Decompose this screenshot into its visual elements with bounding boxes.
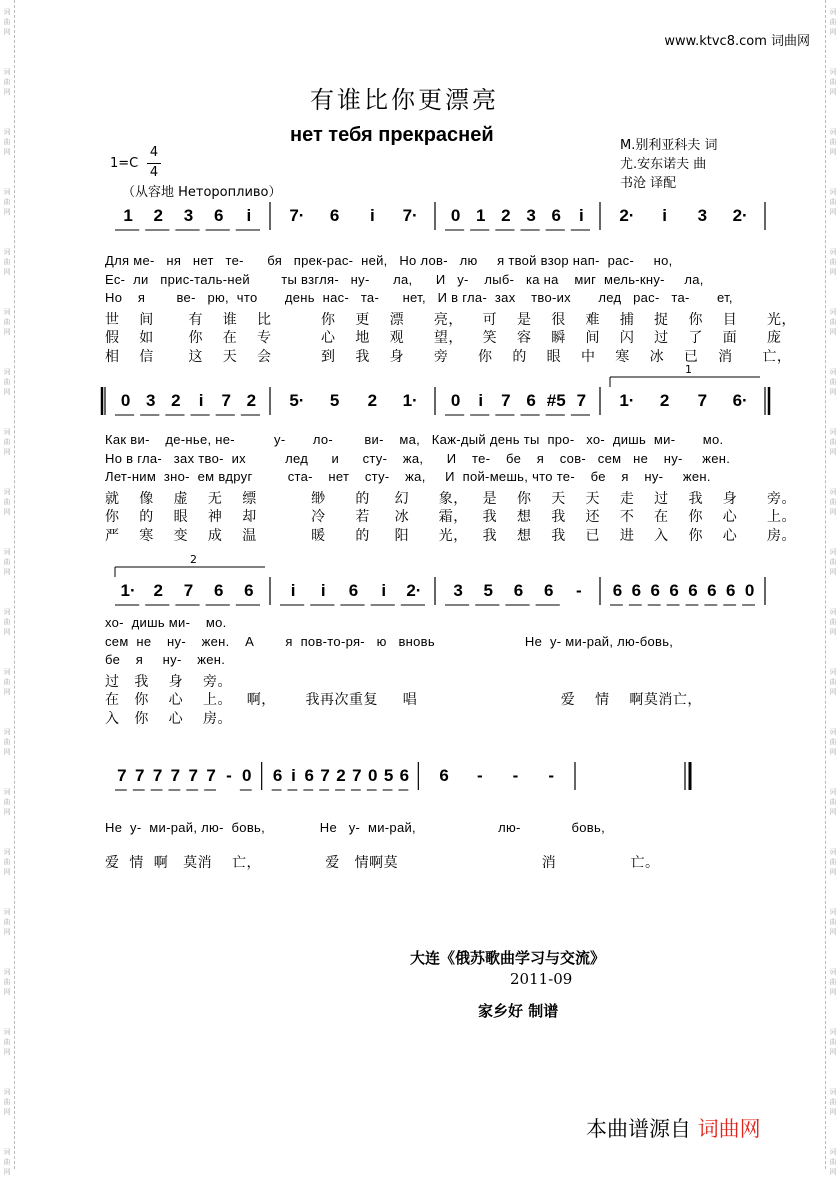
lyric-line: 过 我 身 旁。 <box>105 673 232 690</box>
note: 6 <box>551 206 561 225</box>
watermark-glyph: 网 <box>3 748 11 756</box>
note: 6 <box>612 581 623 600</box>
watermark-glyph: 词 <box>3 428 11 436</box>
lyric-line: 世 间 有 谁 比 你 更 漂 亮， 可 是 很 难 捕 捉 你 目 光， <box>105 311 796 328</box>
watermark-glyph: 网 <box>829 508 837 516</box>
watermark-glyph: 曲 <box>829 438 837 446</box>
watermark-glyph: 曲 <box>829 978 837 986</box>
note: 7 <box>170 766 181 785</box>
watermark-glyph: 曲 <box>829 918 837 926</box>
note: 7 <box>135 766 145 785</box>
watermark-glyph: 词 <box>829 248 837 256</box>
watermark-glyph: 网 <box>829 1108 837 1116</box>
note: 6 <box>707 581 717 600</box>
watermark-glyph: 网 <box>3 388 11 396</box>
watermark-glyph: 词 <box>829 1088 837 1096</box>
watermark-glyph: 曲 <box>3 1038 11 1046</box>
song-title: 有谁比你更漂亮 <box>310 86 499 114</box>
note: 6 <box>213 206 224 225</box>
note: 6 <box>272 766 283 785</box>
watermark-glyph: 词 <box>3 608 11 616</box>
note: i <box>198 391 204 410</box>
watermark-glyph: 网 <box>829 868 837 876</box>
note: 6 <box>439 766 449 785</box>
note: 2 <box>153 581 164 600</box>
watermark-glyph: 曲 <box>829 498 837 506</box>
volta-number: 2 <box>190 553 197 566</box>
footer-publication: 大连《俄苏歌曲学习与交流》 <box>410 949 606 967</box>
note: 2 <box>367 391 378 410</box>
site-header: www.ktvc8.com 词曲网 <box>664 34 810 49</box>
lyric-line: 入 你 心 房。 <box>105 710 232 727</box>
lyricist-credit: M.别利亚科夫 词 <box>620 138 718 153</box>
lyric-line: 就 像 虚 无 缥 缈 的 幻 象， 是 你 天 天 走 过 我 身 旁。 <box>105 490 796 507</box>
note: 6 <box>348 581 359 600</box>
watermark-glyph: 网 <box>3 628 11 636</box>
watermark-glyph: 曲 <box>3 858 11 866</box>
source-brand: 词曲网 <box>697 1117 761 1141</box>
watermark-glyph: 词 <box>829 128 837 136</box>
watermark-glyph: 网 <box>829 148 837 156</box>
watermark-glyph: 曲 <box>3 318 11 326</box>
note: 6 <box>526 391 536 410</box>
watermark-glyph: 曲 <box>829 1098 837 1106</box>
note: 6 <box>725 581 736 600</box>
note: 5 <box>383 766 394 785</box>
note: 5 <box>329 391 340 410</box>
note: i <box>579 206 584 225</box>
note: 7 <box>352 766 362 785</box>
note: 7 <box>501 391 511 410</box>
watermark-glyph: 网 <box>3 568 11 576</box>
note: i <box>290 581 296 600</box>
note: 6 <box>244 581 254 600</box>
lyric-line: Для ме- ня нет те- бя прек-рас- ней, Но лов- лю я твой взор нап- рас- но, <box>105 253 673 268</box>
watermark-glyph: 词 <box>3 8 11 16</box>
watermark-glyph: 词 <box>3 248 11 256</box>
watermark-glyph: 网 <box>3 1168 11 1176</box>
watermark-glyph: 曲 <box>829 258 837 266</box>
watermark-glyph: 词 <box>829 788 837 796</box>
watermark-glyph: 曲 <box>829 858 837 866</box>
watermark-glyph: 词 <box>829 1028 837 1036</box>
time-signature-bottom: 4 <box>149 165 159 180</box>
note: 3 <box>526 206 536 225</box>
watermark-glyph: 网 <box>3 868 11 876</box>
note: 6 <box>513 581 524 600</box>
watermark-glyph: 词 <box>3 1148 11 1156</box>
watermark-glyph: 曲 <box>3 498 11 506</box>
note: 7 <box>576 391 587 410</box>
watermark-glyph: 曲 <box>3 918 11 926</box>
watermark-glyph: 曲 <box>3 1158 11 1166</box>
note: 3 <box>697 206 708 225</box>
note: 0 <box>242 766 252 785</box>
watermark-glyph: 词 <box>3 1088 11 1096</box>
lyric-line: Но в гла- зах тво- их лед и сту- жа, И те- бе я сов- сем не ну- жен. <box>105 450 731 466</box>
watermark-glyph: 网 <box>3 988 11 996</box>
note: 0 <box>367 766 378 785</box>
note: 5· <box>289 391 305 410</box>
watermark-glyph: 词 <box>829 1148 837 1156</box>
watermark-glyph: 词 <box>3 668 11 676</box>
watermark-glyph: 网 <box>829 268 837 276</box>
source-credit <box>586 1113 761 1143</box>
note: i <box>291 766 296 785</box>
note: - <box>476 766 483 785</box>
note: 2 <box>336 766 346 785</box>
watermark-glyph: 曲 <box>3 798 11 806</box>
lyric-line: 你 的 眼 神 却 冷 若 冰 霜， 我 想 我 还 不 在 你 心 上。 <box>105 509 796 525</box>
lyric-line: Не у- ми-рай, лю- бовь, Не у- ми-рай, лю- бовь, <box>105 820 605 835</box>
note: 0 <box>450 391 461 410</box>
watermark-glyph: 词 <box>829 308 837 316</box>
watermark-glyph: 词 <box>3 188 11 196</box>
watermark-glyph: 网 <box>3 208 11 216</box>
watermark-glyph: 网 <box>3 508 11 516</box>
watermark-glyph: 曲 <box>829 738 837 746</box>
source-prefix: 本曲谱源自 <box>586 1117 691 1141</box>
note: - <box>576 581 582 600</box>
watermark-glyph: 曲 <box>3 258 11 266</box>
note: i <box>370 206 375 225</box>
note: 1· <box>619 391 635 410</box>
note: 6 <box>669 581 679 600</box>
watermark-glyph: 词 <box>3 1028 11 1036</box>
note: 7 <box>117 766 127 785</box>
watermark-glyph: 网 <box>3 808 11 816</box>
watermark-glyph: 词 <box>3 128 11 136</box>
watermark-glyph: 词 <box>829 428 837 436</box>
note: 6 <box>650 581 660 600</box>
note: 6· <box>732 391 748 410</box>
note: 3 <box>453 581 463 600</box>
watermark-glyph: 网 <box>3 28 11 36</box>
note: 2 <box>659 391 670 410</box>
watermark-glyph: 网 <box>3 1108 11 1116</box>
note: 6 <box>304 766 315 785</box>
watermark-glyph: 词 <box>3 968 11 976</box>
watermark-glyph: 网 <box>829 808 837 816</box>
watermark-glyph: 词 <box>829 8 837 16</box>
watermark-glyph: 网 <box>829 748 837 756</box>
watermark-glyph: 网 <box>829 28 837 36</box>
note: i <box>662 206 667 225</box>
watermark-glyph: 网 <box>829 1048 837 1056</box>
note: 3 <box>146 391 156 410</box>
watermark-glyph: 网 <box>829 1168 837 1176</box>
footer-arranger: 家乡好 制谱 <box>478 1002 559 1020</box>
note: 7· <box>289 206 305 225</box>
watermark-glyph: 曲 <box>829 18 837 26</box>
note: - <box>512 766 519 785</box>
watermark-glyph: 词 <box>829 728 837 736</box>
watermark-glyph: 词 <box>3 788 11 796</box>
note: 2 <box>501 206 511 225</box>
watermark-glyph: 词 <box>829 548 837 556</box>
key-signature: 1=C <box>110 156 139 171</box>
watermark-glyph: 曲 <box>829 318 837 326</box>
watermark-glyph: 网 <box>829 328 837 336</box>
watermark-glyph: 网 <box>829 688 837 696</box>
lyric-line: бе я ну- жен. <box>105 652 226 667</box>
watermark-glyph: 曲 <box>3 18 11 26</box>
watermark-glyph: 网 <box>829 568 837 576</box>
lyric-line: Лет-ним зно- ем вдруг ста- нет сту- жа, И пой-мешь, что те- бе я ну- жен. <box>105 469 711 484</box>
watermark-glyph: 网 <box>3 148 11 156</box>
volta-number: 1 <box>685 363 692 376</box>
lyric-line: 爱 情 啊 莫消 亡， 爱 情啊莫 消 亡。 <box>105 855 660 871</box>
footer-date: 2011-09 <box>510 970 573 988</box>
note: 7 <box>320 766 330 785</box>
watermark-glyph: 网 <box>829 628 837 636</box>
lyric-line: 相 信 这 天 会 到 我 身 旁 你 的 眼 中 寒 冰 已 消 亡， <box>105 348 792 365</box>
lyric-line: Но я ве- рю, что день нас- та- нет, И в гла- зах тво-их лед рас- та- ет, <box>105 290 733 305</box>
lyric-line: хо- дишь ми- мо. <box>105 615 227 630</box>
watermark-glyph: 网 <box>829 928 837 936</box>
watermark-glyph: 曲 <box>3 558 11 566</box>
watermark-glyph: 词 <box>829 968 837 976</box>
watermark-glyph: 曲 <box>3 1098 11 1106</box>
watermark-glyph: 网 <box>829 208 837 216</box>
note: 7 <box>206 766 216 785</box>
watermark-glyph: 曲 <box>829 798 837 806</box>
note: 2 <box>153 206 164 225</box>
lyric-line: 假 如 你 在 专 心 地 观 望， 笑 容 瞬 间 闪 过 了 面 庞 <box>105 330 782 346</box>
watermark-glyph: 曲 <box>3 678 11 686</box>
watermark-glyph: 网 <box>3 688 11 696</box>
note: 1 <box>476 206 486 225</box>
note: 0 <box>744 581 755 600</box>
watermark-glyph: 网 <box>3 928 11 936</box>
watermark-glyph: 词 <box>829 68 837 76</box>
watermark-glyph: 网 <box>3 448 11 456</box>
watermark-glyph: 曲 <box>3 138 11 146</box>
watermark-glyph: 曲 <box>3 78 11 86</box>
translator-credit: 书沧 译配 <box>620 176 677 191</box>
note: 0 <box>450 206 461 225</box>
lyric-line: сем не ну- жен. А я пов-то-ря- ю вновь Не у- ми-рай, лю-бовь, <box>105 633 674 649</box>
note: 2· <box>406 581 422 600</box>
note: 6 <box>631 581 642 600</box>
watermark-glyph: 曲 <box>829 1158 837 1166</box>
note: 7 <box>183 581 194 600</box>
watermark-glyph: 网 <box>829 988 837 996</box>
lyric-line: Как ви- де-нье, не- у- ло- ви- ма, Каж-дый день ты про- хо- дишь ми- мо. <box>105 432 724 447</box>
watermark-glyph: 曲 <box>829 558 837 566</box>
song-subtitle: нет тебя прекрасней <box>290 124 494 146</box>
watermark-glyph: 词 <box>3 848 11 856</box>
note: - <box>226 766 232 785</box>
watermark-glyph: 曲 <box>829 198 837 206</box>
note: - <box>548 766 554 785</box>
note: 6 <box>399 766 410 785</box>
watermark-glyph: 词 <box>3 908 11 916</box>
watermark-glyph: 曲 <box>829 678 837 686</box>
watermark-glyph: 曲 <box>3 378 11 386</box>
note: 1· <box>120 581 136 600</box>
note: i <box>478 391 484 410</box>
time-signature-top: 4 <box>149 145 159 160</box>
note: 7 <box>152 766 163 785</box>
watermark-glyph: 曲 <box>3 618 11 626</box>
watermark-glyph: 词 <box>829 908 837 916</box>
watermark-glyph: 词 <box>3 488 11 496</box>
watermark-glyph: 词 <box>3 548 11 556</box>
note: 2 <box>246 391 257 410</box>
note: 3 <box>183 206 194 225</box>
watermark-glyph: 网 <box>829 388 837 396</box>
note: i <box>246 206 252 225</box>
tempo-marking: （从容地 Неторопливо） <box>122 185 282 200</box>
watermark-glyph: 网 <box>3 328 11 336</box>
watermark-glyph: 词 <box>3 368 11 376</box>
watermark-glyph: 网 <box>829 448 837 456</box>
watermark-glyph: 曲 <box>829 138 837 146</box>
watermark-glyph: 词 <box>3 308 11 316</box>
note: 7· <box>402 206 418 225</box>
watermark-glyph: 曲 <box>3 978 11 986</box>
note: 6 <box>213 581 224 600</box>
composer-credit: 尤.安东诺夫 曲 <box>620 157 707 172</box>
lyric-line: 严 寒 变 成 温 暖 的 阳 光， 我 想 我 已 进 入 你 心 房。 <box>105 527 796 544</box>
note: 0 <box>120 391 131 410</box>
watermark-glyph: 网 <box>3 1048 11 1056</box>
note: 7 <box>221 391 231 410</box>
lyric-line: Ес- ли прис-таль-ней ты взгля- ну- ла, И у- лыб- ка на миг мель-кну- ла, <box>105 271 704 287</box>
watermark-glyph: 词 <box>829 668 837 676</box>
watermark-glyph: 词 <box>829 488 837 496</box>
note: 2· <box>619 206 635 225</box>
note: 6 <box>543 581 554 600</box>
note: 2 <box>171 391 181 410</box>
note: 7 <box>188 766 198 785</box>
note: i <box>381 581 387 600</box>
watermark-glyph: 曲 <box>3 738 11 746</box>
watermark-glyph: 网 <box>829 88 837 96</box>
watermark-glyph: 曲 <box>829 1038 837 1046</box>
lyric-line: 在 你 心 上。 啊， 我再次重复 唱 爱 情 啊莫消亡， <box>105 692 702 708</box>
watermark-glyph: 网 <box>3 268 11 276</box>
watermark-glyph: 词 <box>829 848 837 856</box>
watermark-glyph: 曲 <box>3 198 11 206</box>
note: #5 <box>546 391 566 410</box>
watermark-glyph: 词 <box>3 728 11 736</box>
watermark-glyph: 词 <box>3 68 11 76</box>
note: 6 <box>329 206 340 225</box>
note: 1 <box>123 206 133 225</box>
watermark-glyph: 曲 <box>829 618 837 626</box>
watermark-glyph: 词 <box>829 608 837 616</box>
note: 5 <box>483 581 494 600</box>
watermark-glyph: 词 <box>829 188 837 196</box>
note: 2· <box>732 206 748 225</box>
watermark-glyph: 曲 <box>829 378 837 386</box>
note: 6 <box>688 581 698 600</box>
note: 1· <box>402 391 418 410</box>
note: i <box>320 581 326 600</box>
watermark-glyph: 网 <box>3 88 11 96</box>
note: 7 <box>697 391 708 410</box>
watermark-glyph: 曲 <box>3 438 11 446</box>
watermark-glyph: 词 <box>829 368 837 376</box>
watermark-glyph: 曲 <box>829 78 837 86</box>
